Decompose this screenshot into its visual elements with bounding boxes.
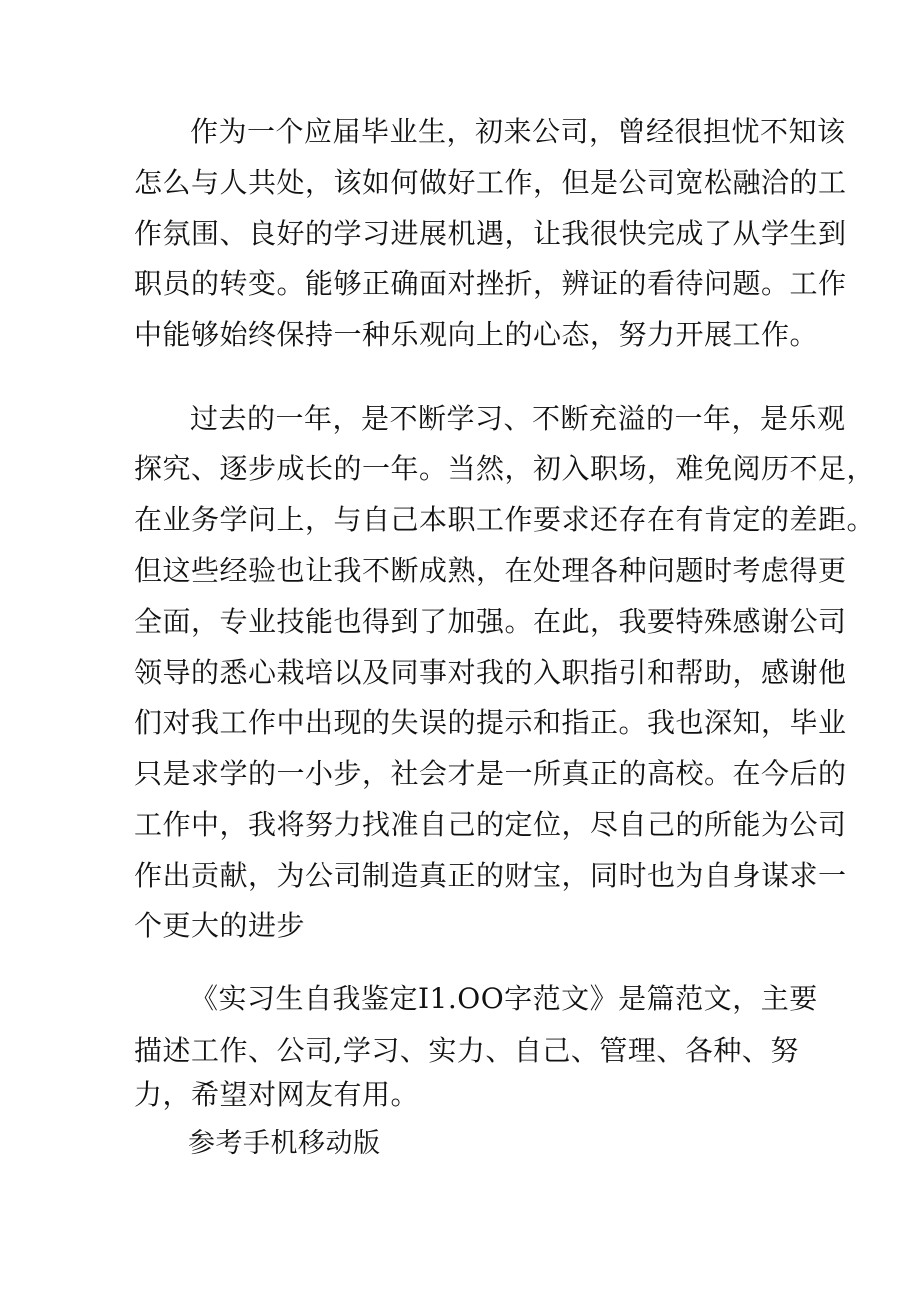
paragraph-line: 过去的一年，是不断学习、不断充溢的一年，是乐观 bbox=[190, 402, 846, 435]
paragraph-line: 中能够始终保持一种乐观向上的心态，努力开展工作。 bbox=[134, 318, 819, 351]
paragraph-line: 在业务学问上，与自己本职工作要求还存在有肯定的差距。 bbox=[134, 503, 876, 536]
paragraph-line: 但这些经验也让我不断成熟，在处理各种问题时考虑得更 bbox=[134, 554, 847, 587]
paragraph-line: 力，希望对网友有用。 bbox=[134, 1078, 420, 1111]
paragraph-line: 工作中，我将努力找准自己的定位，尽自己的所能为公司 bbox=[134, 808, 847, 841]
paragraph-line: 《实习生自我鉴定I1.OO字范文》是篇范文，主要 bbox=[190, 982, 818, 1015]
paragraph-line: 全面，专业技能也得到了加强。在此，我要特殊感谢公司 bbox=[134, 605, 847, 638]
paragraph-line: 描述工作、公司,学习、实力、自己、管理、各种、努 bbox=[134, 1034, 799, 1067]
paragraph-line: 们对我工作中出现的失误的提示和指正。我也深知，毕业 bbox=[134, 706, 847, 739]
paragraph-line: 职员的转变。能够正确面对挫折，辨证的看待问题。工作 bbox=[134, 267, 847, 300]
paragraph-line: 探究、逐步成长的一年。当然，初入职场，难免阅历不足， bbox=[134, 452, 876, 485]
paragraph-line: 作出贡献，为公司制造真正的财宝，同时也为自身谋求一 bbox=[134, 859, 847, 892]
paragraph-line: 只是求学的一小步，社会才是一所真正的高校。在今后的 bbox=[134, 757, 847, 790]
paragraph-line: 作氛围、良好的学习进展机遇，让我很快完成了从学生到 bbox=[134, 217, 847, 250]
paragraph-line: 个更大的进步 bbox=[134, 909, 306, 942]
mobile-version-note: 参考手机移动版 bbox=[188, 1128, 381, 1159]
paragraph-line: 怎么与人共处，该如何做好工作，但是公司宽松融洽的工 bbox=[134, 166, 847, 199]
paragraph-line: 领导的悉心栽培以及同事对我的入职指引和帮助，感谢他 bbox=[134, 656, 847, 689]
paragraph-line: 作为一个应届毕业生，初来公司，曾经很担忧不知该 bbox=[190, 115, 846, 148]
